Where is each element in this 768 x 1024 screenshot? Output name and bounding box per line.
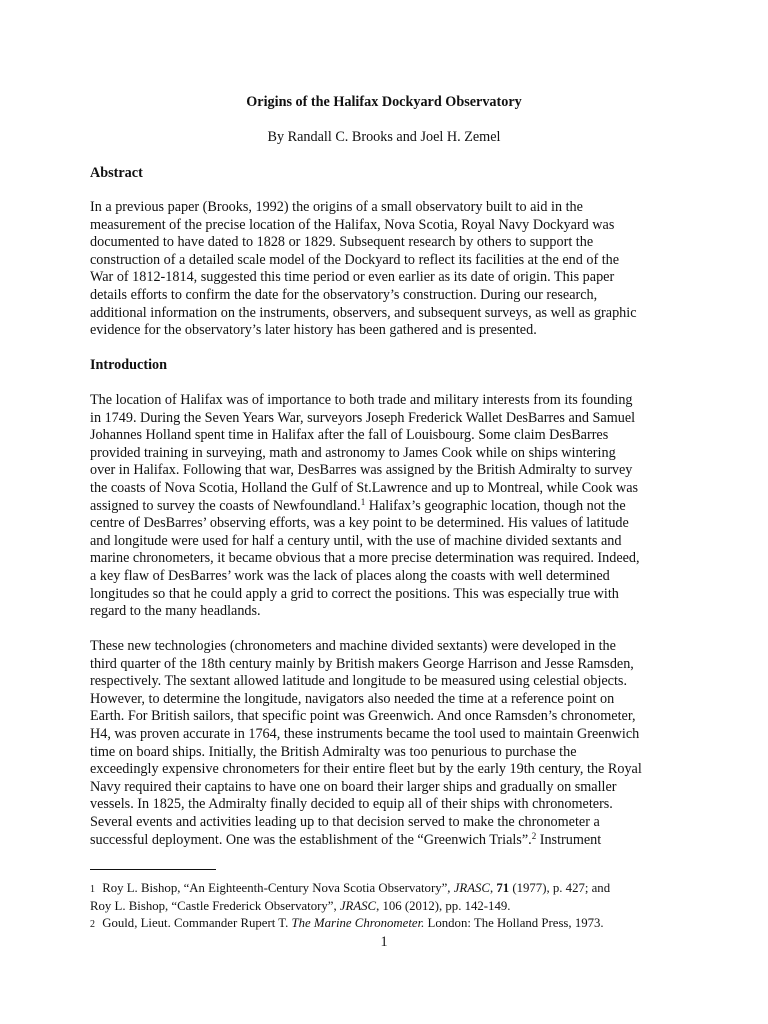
text-line: respectively. The sextant allowed latitude and longitude to be measured using celestial objects. [90, 673, 627, 690]
footnote-number: 2 [90, 919, 95, 930]
text-line: longitudes so that he could apply a grid to correct the positions. This was especially true with [90, 585, 619, 602]
text-line [90, 498, 690, 516]
text-line: additional information on the instruments, observers, and subsequent surveys, as well as graphic [90, 304, 637, 321]
text-line: In a previous paper (Brooks, 1992) the origins of a small observatory built to aid in the [90, 199, 583, 215]
text-line: Navy required their captains to have one on board their larger ships and gradually on smaller [90, 778, 617, 795]
text-line: construction of a detailed scale model of the Dockyard to reflect its facilities at the end of the [90, 251, 620, 268]
text-segment: Instrument [536, 831, 602, 848]
intro-paragraph-1 [90, 392, 690, 621]
footnote-2 [90, 915, 690, 933]
text-line: marine chronometers, it became obvious that a more precise determination was required. Indeed, [90, 550, 640, 567]
text-line: Earth. For British sailors, that specific point was Greenwich. And once Ramsden’s chronometer, [90, 708, 636, 725]
text-line: However, to determine the longitude, navigators also needed the time at a reference point on [90, 690, 615, 707]
text-line: centre of DesBarres’ observing efforts, was a key point to be determined. His values of latitude [90, 515, 629, 532]
text-line: The location of Halifax was of importance to both trade and military interests from its founding [90, 392, 633, 408]
paper-title: Origins of the Halifax Dockyard Observatory [246, 94, 522, 110]
text-line: provided training in surveying, math and astronomy to James Cook while on ships wintering [90, 444, 616, 461]
journal-name: JRASC [339, 899, 377, 913]
abstract-heading: Abstract [90, 165, 143, 181]
text-segment: assigned to survey the coasts of Newfoundland. [90, 497, 361, 514]
text-segment: Roy L. Bishop, “An Eighteenth-Century Nova Scotia Observatory”, [99, 881, 454, 895]
text-line: a key flaw of DesBarres’ work was the lack of places along the coasts with well determined [90, 567, 610, 584]
book-title: The Marine Chronometer. [291, 916, 425, 930]
text-line: These new technologies (chronometers and machine divided sextants) were developed in the [90, 638, 616, 654]
abstract-paragraph [90, 199, 690, 340]
footnote-number: 1 [90, 884, 95, 895]
text-segment: , [489, 881, 497, 895]
text-line: exceedingly expensive chronometers for their entire fleet but by the early 19th century, the Royal [90, 761, 642, 778]
footnote-divider [90, 869, 216, 870]
text-line: documented to have dated to 1828 or 1829. Subsequent research by others to support the [90, 234, 594, 251]
introduction-heading: Introduction [90, 357, 167, 373]
text-line: evidence for the observatory’s later history has been gathered and is presented. [90, 322, 537, 339]
text-segment: successful deployment. One was the establishment of the “Greenwich Trials”. [90, 831, 532, 848]
text-line: in 1749. During the Seven Years War, surveyors Joseph Frederick Wallet DesBarres and Samuel [90, 409, 636, 426]
author-byline: By Randall C. Brooks and Joel H. Zemel [267, 129, 501, 145]
footnote-1 [90, 880, 690, 914]
volume-number: 71 [496, 881, 510, 895]
footnote-line [90, 898, 690, 914]
text-segment: Gould, Lieut. Commander Rupert T. [99, 916, 292, 930]
text-line: details efforts to confirm the date for the observatory’s construction. During our research, [90, 286, 598, 303]
text-segment: Halifax’s geographic location, though not the [365, 497, 626, 514]
text-segment: Roy L. Bishop, “Castle Frederick Observatory”, [90, 899, 340, 913]
text-line: over in Halifax. Following that war, DesBarres was assigned by the British Admiralty to survey [90, 462, 633, 479]
journal-name: JRASC [453, 881, 490, 895]
text-line: measurement of the precise location of the Halifax, Nova Scotia, Royal Navy Dockyard was [90, 216, 615, 233]
text-line: the coasts of Nova Scotia, Holland the Gulf of St.Lawrence and up to Montreal, while Cook was [90, 479, 639, 496]
text-line: H4, was proven accurate in 1764, these instruments became the tool used to maintain Greenwich [90, 725, 640, 742]
text-segment: London: The Holland Press, 1973. [424, 916, 604, 930]
footnote-line [90, 880, 690, 898]
page-number: 1 [380, 934, 388, 950]
text-line [90, 832, 690, 850]
text-line: third quarter of the 18th century mainly by British makers George Harrison and Jesse Ramsden, [90, 655, 634, 672]
footnote-line [90, 915, 690, 933]
intro-paragraph-2 [90, 638, 690, 849]
text-segment: , 106 (2012), pp. 142-149. [376, 899, 511, 913]
footnote-ref-1[interactable]: 1 [360, 496, 366, 507]
text-segment: (1977), p. 427; and [509, 881, 611, 895]
text-line: regard to the many headlands. [90, 603, 261, 620]
text-line: time on board ships. Initially, the British Admiralty was too penurious to purchase the [90, 743, 577, 760]
text-line: vessels. In 1825, the Admiralty finally decided to equip all of their ships with chronometers. [90, 796, 613, 813]
text-line: Several events and activities leading up to that decision served to make the chronometer a [90, 813, 600, 830]
footnote-ref-2[interactable]: 2 [531, 830, 537, 841]
text-line: Johannes Holland spent time in Halifax after the fall of Louisbourg. Some claim DesBarres [90, 427, 609, 444]
text-line: and longitude were used for half a century until, with the use of machine divided sextants and [90, 532, 622, 549]
text-line: War of 1812-1814, suggested this time period or even earlier as its date of origin. This paper [90, 269, 615, 286]
